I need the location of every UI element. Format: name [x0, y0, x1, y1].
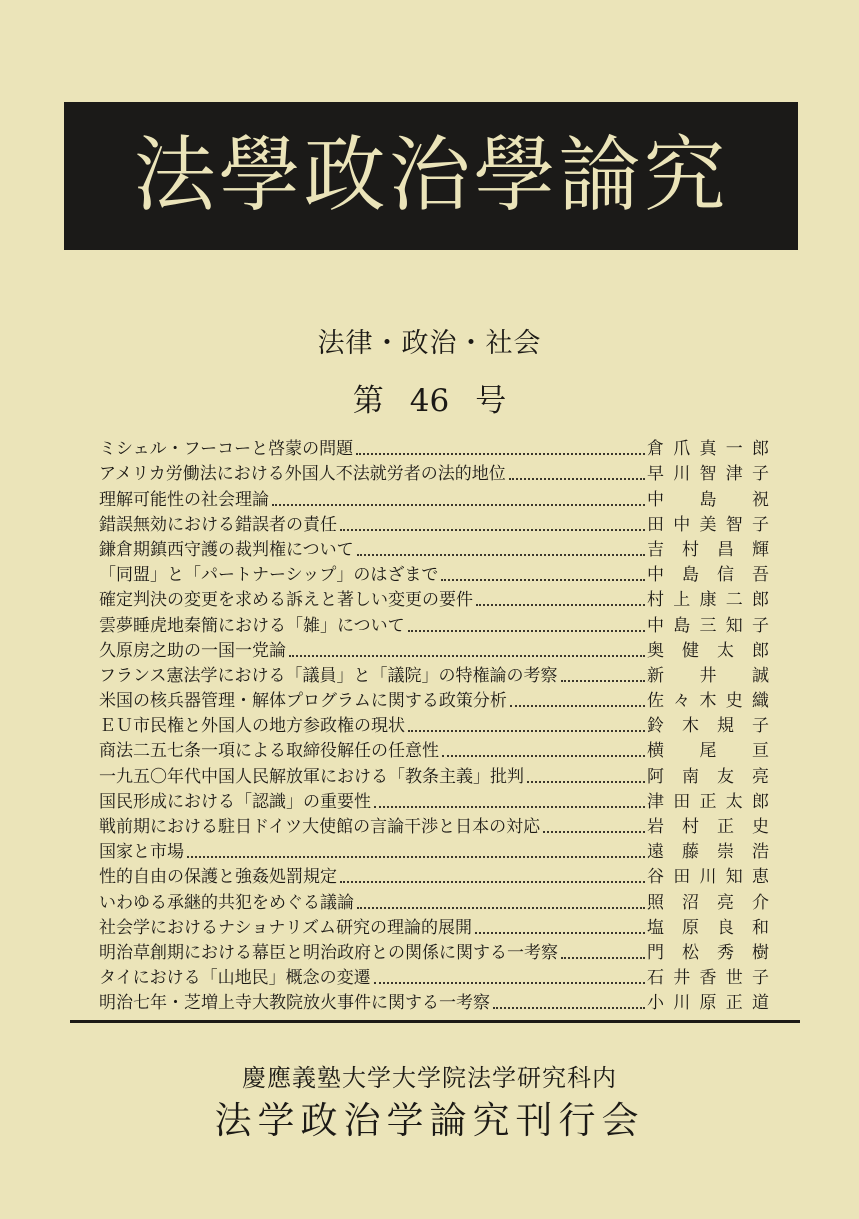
toc-entry-author: 遠 藤 崇 浩: [647, 842, 769, 863]
toc-entry-title: 明治七年・芝増上寺大教院放火事件に関する一考察: [99, 993, 490, 1014]
toc-entry-author: 中 島 三 知 子: [647, 615, 769, 636]
toc-entry-author: 田 中 美 智 子: [647, 514, 769, 535]
dot-leader: [493, 1007, 645, 1009]
dot-leader: [441, 579, 645, 581]
toc-entry: [99, 865, 769, 890]
toc-entry: [99, 588, 769, 613]
dot-leader: [272, 504, 645, 506]
toc-entry-title: 性的自由の保護と強姦処罰規定: [99, 867, 337, 888]
toc-entry-author: 村 上 康 二 郎: [647, 590, 769, 611]
table-of-contents: [99, 437, 769, 1016]
dot-leader: [340, 881, 645, 883]
toc-entry-title: 「同盟」と「パートナーシップ」のはざまで: [99, 565, 439, 586]
toc-entry: [99, 689, 769, 714]
dot-leader: [357, 554, 645, 556]
dot-leader: [527, 781, 645, 783]
toc-entry-title: 確定判決の変更を求める訴えと著しい変更の要件: [99, 590, 473, 611]
toc-entry: [99, 513, 769, 538]
toc-entry: [99, 437, 769, 462]
toc-entry-title: 久原房之助の一国一党論: [99, 640, 286, 661]
toc-entry-author: 横 尾 亘: [647, 741, 769, 762]
publisher-name: 法学政治学論究刊行会: [214, 1099, 645, 1142]
toc-entry-author: 中 島 信 吾: [647, 565, 769, 586]
toc-entry: [99, 966, 769, 991]
publisher-affiliation: 慶應義塾大学大学院法学研究科内: [242, 1064, 617, 1092]
dot-leader: [476, 604, 645, 606]
toc-entry-author: 岩 村 正 史: [647, 817, 769, 837]
issue-value: 46: [409, 383, 450, 419]
toc-entry-author: 早 川 智 津 子: [647, 464, 769, 485]
toc-entry-author: 倉 爪 真 一 郎: [647, 439, 769, 460]
journal-title: 法學政治學論究: [133, 128, 729, 223]
dot-leader: [408, 730, 645, 732]
dot-leader: [289, 655, 645, 657]
toc-entry-author: 阿 南 友 亮: [647, 766, 769, 787]
toc-entry: [99, 714, 769, 739]
toc-entry: [99, 613, 769, 638]
toc-entry: [99, 462, 769, 487]
journal-title-band: [64, 102, 798, 250]
toc-entry-title: 商法二五七条一項による取締役解任の任意性: [99, 741, 439, 762]
toc-entry-title: フランス憲法学における「議員」と「議院」の特権論の考察: [99, 665, 558, 686]
dot-leader: [374, 982, 645, 984]
dot-leader: [374, 806, 645, 808]
dot-leader: [357, 907, 645, 909]
dot-leader: [340, 529, 645, 531]
dot-leader: [543, 831, 645, 833]
dot-leader: [510, 705, 645, 707]
toc-entry-author: 鈴 木 規 子: [647, 716, 769, 737]
divider: [70, 1020, 800, 1023]
toc-entry-title: ＥＵ市民権と外国人の地方参政権の現状: [99, 716, 405, 737]
toc-entry-title: タイにおける「山地民」概念の変遷: [99, 968, 371, 989]
toc-entry-title: 戦前期における駐日ドイツ大使館の言論干渉と日本の対応: [99, 817, 541, 837]
toc-entry-title: 鎌倉期鎮西守護の裁判権について: [99, 539, 354, 560]
toc-entry-author: 小 川 原 正 道: [647, 993, 769, 1014]
toc-entry-title: ミシェル・フーコーと啓蒙の問題: [99, 439, 354, 460]
dot-leader: [187, 856, 645, 858]
toc-entry: [99, 639, 769, 664]
toc-entry-author: 照 沼 亮 介: [647, 892, 769, 913]
dot-leader: [509, 478, 645, 480]
toc-entry: [99, 815, 769, 840]
toc-entry-author: 奥 健 太 郎: [647, 640, 769, 661]
toc-entry-author: 門 松 秀 樹: [647, 942, 769, 963]
dot-leader: [475, 932, 645, 934]
toc-entry-author: 津 田 正 太 郎: [647, 791, 769, 812]
toc-entry-author: 吉 村 昌 輝: [647, 539, 769, 560]
toc-entry-title: 一九五〇年代中国人民解放軍における「教条主義」批判: [99, 766, 524, 787]
toc-entry: [99, 941, 769, 966]
toc-entry-title: アメリカ労働法における外国人不法就労者の法的地位: [99, 464, 506, 485]
toc-entry: [99, 664, 769, 689]
toc-entry-title: いわゆる承継的共犯をめぐる議論: [99, 892, 354, 913]
toc-entry: [99, 538, 769, 563]
toc-entry: [99, 890, 769, 915]
toc-entry-title: 米国の核兵器管理・解体プログラムに関する政策分析: [99, 691, 507, 712]
toc-entry-author: 石 井 香 世 子: [647, 968, 769, 989]
toc-entry: [99, 764, 769, 789]
toc-entry: [99, 563, 769, 588]
toc-entry-author: 新 井 誠: [647, 665, 769, 686]
dot-leader: [408, 630, 645, 632]
toc-entry: [99, 991, 769, 1016]
journal-subtitle: 法律・政治・社会: [317, 328, 542, 359]
dot-leader: [356, 453, 645, 455]
toc-entry-author: 塩 原 良 和: [647, 917, 769, 938]
toc-entry-title: 社会学におけるナショナリズム研究の理論的展開: [99, 917, 472, 938]
toc-entry-title: 錯誤無効における錯誤者の責任: [99, 514, 337, 535]
issue-prefix: 第: [352, 383, 384, 419]
toc-entry: [99, 739, 769, 764]
toc-entry-title: 明治草創期における幕臣と明治政府との関係に関する一考察: [99, 942, 558, 963]
dot-leader: [561, 680, 646, 682]
toc-entry-author: 佐 々 木 史 織: [647, 691, 769, 712]
dot-leader: [561, 957, 645, 959]
toc-entry: [99, 840, 769, 865]
issue-suffix: 号: [475, 383, 507, 419]
toc-entry-title: 国家と市場: [99, 842, 184, 863]
toc-entry-title: 国民形成における「認識」の重要性: [99, 791, 371, 812]
issue-number: [0, 380, 859, 422]
toc-entry: [99, 916, 769, 941]
toc-entry: [99, 790, 769, 815]
toc-entry-author: 谷 田 川 知 恵: [647, 867, 769, 888]
toc-entry: [99, 487, 769, 512]
dot-leader: [442, 755, 645, 757]
toc-entry-author: 中 島 祝: [647, 489, 769, 510]
toc-entry-title: 雲夢睡虎地秦簡における「雑」について: [99, 615, 405, 636]
toc-entry-title: 理解可能性の社会理論: [99, 489, 269, 510]
